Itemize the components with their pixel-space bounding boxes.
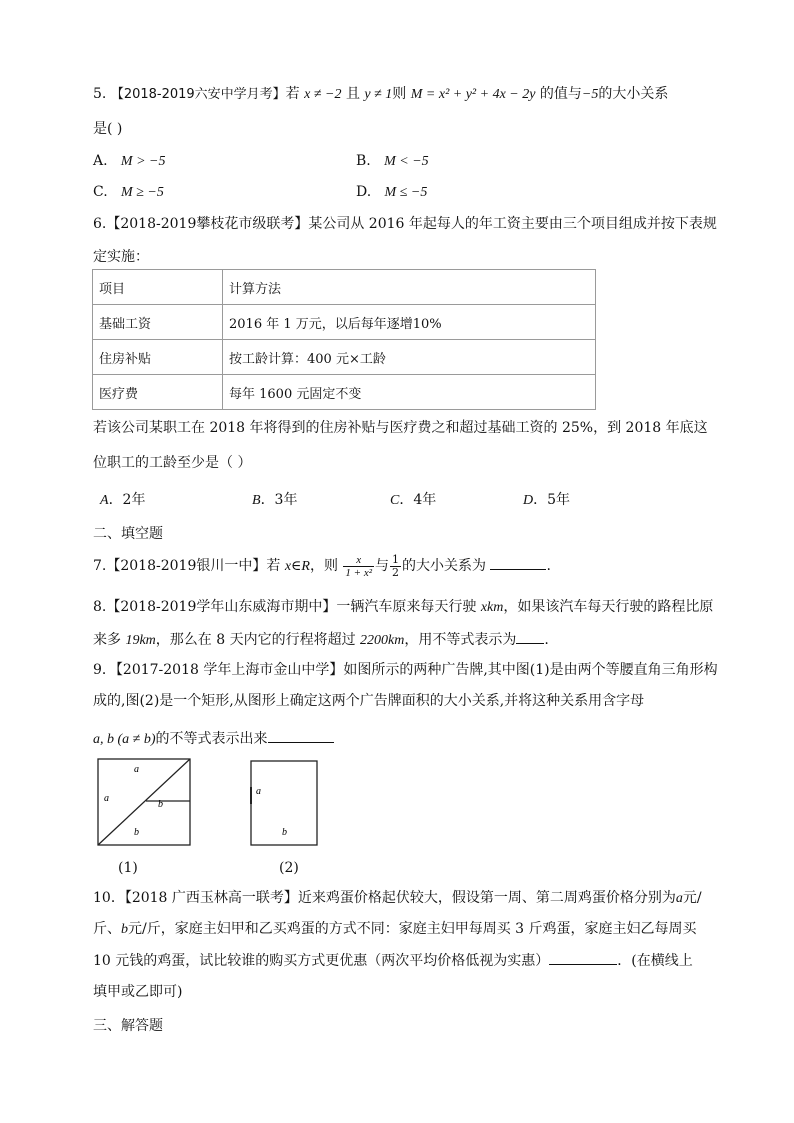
q6-line3: 若该公司某职工在 2018 年将得到的住房补贴与医疗费之和超过基础工资的 25%，到 2018 年底这 [93,420,708,436]
table-row [93,340,596,375]
table-cell: 2016 年 1 万元，以后每年逐增10% [223,305,596,340]
table-row [93,270,596,305]
q9-answer-blank[interactable] [268,728,334,743]
q10-line2: 斤、b元/斤，家庭主妇甲和乙买鸡蛋的方式不同：家庭主妇甲每周买 3 斤鸡蛋，家庭主妇乙每周买 [93,921,697,937]
table-row [93,375,596,410]
q10-answer-blank[interactable] [549,950,617,965]
table-cell: 计算方法 [223,270,596,305]
figure-2-label-left: a [256,786,261,797]
table-cell: 每年 1600 元固定不变 [223,375,596,410]
table-cell: 项目 [93,270,223,305]
q5-option-b[interactable]: B. M < −5 [356,153,429,169]
q7-fraction: $\frac{x}{\text{1 + x²}}$ [345,553,373,579]
q5-option-d[interactable]: D. M ≤ −5 [356,184,428,200]
figure-2-label-bottom: b [282,827,287,838]
table-cell: 住房补贴 [93,340,223,375]
q6-option-b[interactable]: B．3年 [252,492,298,508]
q8-line1: 8.【2018-2019学年山东威海市期中】一辆汽车原来每天行驶 xkm，如果该汽车每天行驶的路程比原 [93,599,714,615]
q7-answer-blank[interactable] [490,555,546,570]
figure-1-label-bottom: b [134,827,139,838]
q6-option-c[interactable]: C．4年 [390,492,437,508]
q5-option-a[interactable]: A. M > −5 [93,153,166,169]
figure-1-label-top: a [134,764,139,775]
figure-1-hypotenuse [98,759,190,845]
q5-cond2: y ≠ 1 [364,87,393,102]
figure-2-rectangle [248,759,320,847]
table-cell: 基础工资 [93,305,223,340]
table-cell: 按工龄计算：400 元×工龄 [223,340,596,375]
q7-half: $\frac{1}{2}$ [392,552,400,579]
q9-line1: 9．【2017-2018 学年上海市金山中学】如图所示的两种广告牌,其中图(1)是由两个等腰直角三角形构 [93,662,718,678]
q10-line1: 10．【2018 广西玉林高一联考】近来鸡蛋价格起伏较大，假设第一周、第二周鸡蛋价格分别为a元/ [93,890,702,906]
figure-2-caption: (2) [279,860,299,876]
q6-line4: 位职工的工龄至少是（ ） [93,455,252,471]
q6-line2: 定实施： [93,249,149,265]
q5-line1: 5. 【2018-2019六安中学月考】若 x ≠ −2 且 y ≠ 1则 M = x² + y² + 4x − 2y 的值与−5的大小关系 [93,86,669,102]
figure-1-label-left: a [104,793,109,804]
q7-line: 7.【2018-2019银川一中】若 x∈R，则 $\frac{x}{\text{1 + x²}}$ 与 $\frac{1}{2}$ 的大小关系为 . [93,552,551,579]
figure-1-label-right: b [158,799,163,810]
q5-expr: M = x² + y² + 4x − 2y [410,87,536,102]
q6-line1: 6.【2018-2019攀枝花市级联考】某公司从 2016 年起每人的年工资主要由三个项目组成并按下表规 [93,216,717,232]
q5-line2: 是( ) [93,121,123,137]
q9-line3: a, b (a ≠ b)的不等式表示出来 [93,728,334,750]
q6-option-a[interactable]: A．2年 [100,492,146,508]
table-row [93,305,596,340]
q10-line3: 10 元钱的鸡蛋，试比较谁的购买方式更优惠（两次平均价格低视为实惠） ．(在横线上 [93,950,693,971]
figure-1-triangles [96,757,192,847]
q5-option-c[interactable]: C. M ≥ −5 [93,184,164,200]
figure-1-caption: (1) [118,860,138,876]
section-heading-fill-in: 二、填空题 [93,526,163,542]
q8-answer-blank[interactable] [516,629,544,644]
q8-line2: 来多 19km，那么在 8 天内它的行程将超过 2200km，用不等式表示为 . [93,629,549,651]
q5-cond1: x ≠ −2 [304,87,342,102]
section-heading-solve: 三、解答题 [93,1018,163,1034]
q10-line4: 填甲或乙即可) [93,984,183,1000]
q6-option-d[interactable]: D．5年 [523,492,571,508]
q6-table [92,269,596,410]
q9-line2: 成的,图(2)是一个矩形,从图形上确定这两个广告牌面积的大小关系,并将这种关系用含字母 [93,693,645,709]
table-cell: 医疗费 [93,375,223,410]
